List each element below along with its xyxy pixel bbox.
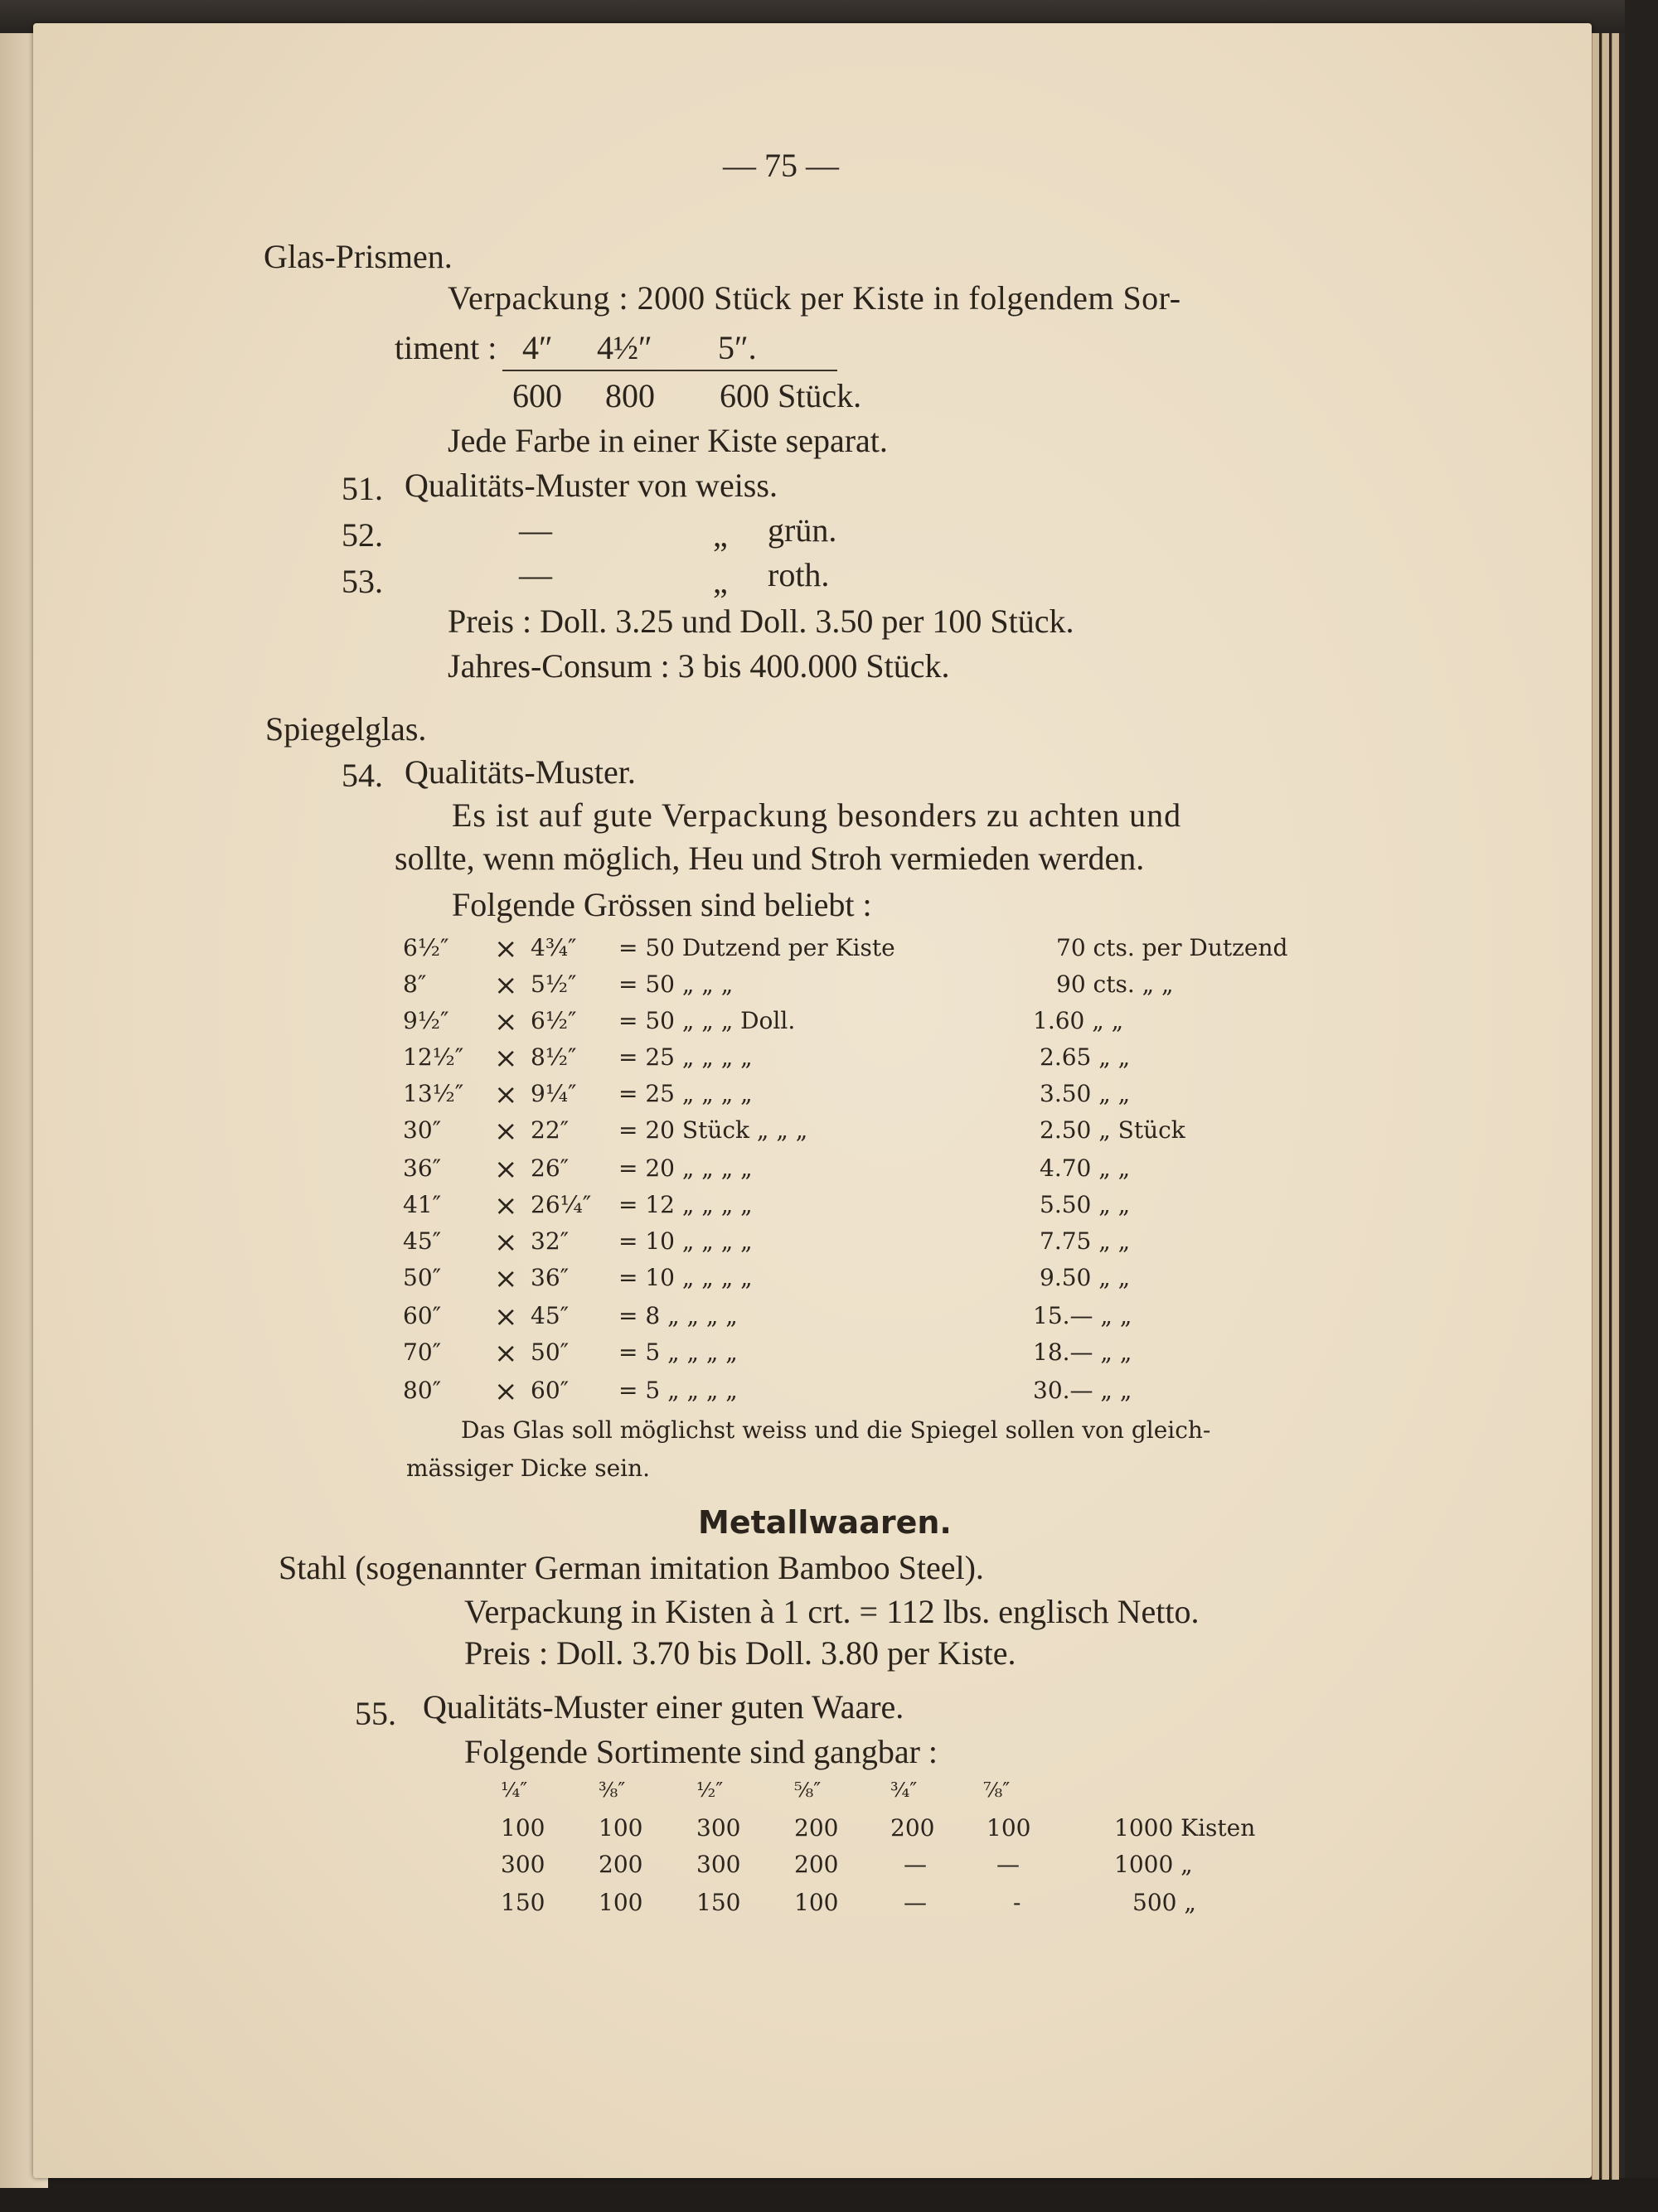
item-54-text: Qualitäts-Muster. <box>405 753 636 791</box>
steel-price-line: Preis : Doll. 3.70 bis Doll. 3.80 per Kiste. <box>464 1634 1016 1672</box>
assort-row-2-c5: — <box>904 1851 927 1878</box>
assort-row-2-total: 1000 „ <box>1114 1851 1193 1878</box>
assort-row-2-c6: — <box>996 1851 1020 1878</box>
packing-note-line1: Es ist auf gute Verpackung besonders zu achten und <box>452 796 1182 834</box>
assort-row-1-total: 1000 Kisten <box>1114 1814 1256 1842</box>
page-number: — 75 — <box>723 147 839 184</box>
size-row-1-times: × <box>494 932 518 966</box>
section-heading-metallwaaren: Metallwaaren. <box>698 1504 952 1541</box>
packing-line: Verpackung : 2000 Stück per Kiste in folgendem Sor- <box>448 279 1181 317</box>
page-stack-edge <box>1612 33 1619 2180</box>
section-heading-spiegelglas: Spiegelglas. <box>265 710 427 748</box>
size-row-6-qty: = 20 Stück „ „ „ <box>618 1116 808 1144</box>
size-row-13-width: 80″ <box>403 1377 442 1404</box>
size-row-5-qty: = 25 „ „ „ „ <box>618 1080 753 1107</box>
size-row-1-qty: = 50 Dutzend per Kiste <box>618 934 895 961</box>
count-600: 600 <box>512 377 562 414</box>
size-row-8-price: 5.50 „ „ <box>1040 1191 1131 1218</box>
size-row-11-price: 15.— „ „ <box>1033 1302 1132 1329</box>
assort-row-2-c3: 300 <box>696 1851 741 1878</box>
book-cover-bottom <box>0 2178 1658 2212</box>
size-row-4-height: 8½″ <box>531 1043 577 1071</box>
assort-row-3-c2: 100 <box>599 1889 643 1916</box>
item-52-color: grün. <box>768 511 837 549</box>
col-half-inch: ½″ <box>696 1779 724 1802</box>
item-55-number: 55. <box>355 1695 396 1732</box>
size-row-1-height: 4¾″ <box>531 934 577 961</box>
assort-row-2-c2: 200 <box>599 1851 643 1878</box>
size-row-3-times: × <box>494 1005 518 1038</box>
color-separate-line: Jede Farbe in einer Kiste separat. <box>448 422 888 459</box>
size-row-12-price: 18.— „ „ <box>1033 1338 1132 1366</box>
count-600-stueck: 600 Stück. <box>720 377 862 414</box>
size-row-8-times: × <box>494 1189 518 1222</box>
col-five-eighths-inch: ⅝″ <box>794 1779 822 1802</box>
col-quarter-inch: ¼″ <box>501 1779 528 1802</box>
size-row-2-height: 5½″ <box>531 970 577 998</box>
size-row-12-width: 70″ <box>403 1338 442 1366</box>
size-row-11-height: 45″ <box>531 1302 570 1329</box>
size-row-6-times: × <box>494 1115 518 1148</box>
size-row-4-qty: = 25 „ „ „ „ <box>618 1043 753 1071</box>
size-row-8-width: 41″ <box>403 1191 442 1218</box>
assort-row-1-c1: 100 <box>501 1814 545 1842</box>
size-row-13-times: × <box>494 1375 518 1408</box>
size-row-2-width: 8″ <box>403 970 427 998</box>
size-row-5-times: × <box>494 1078 518 1111</box>
size-row-10-qty: = 10 „ „ „ „ <box>618 1264 753 1291</box>
item-54-number: 54. <box>342 757 383 794</box>
size-row-10-width: 50″ <box>403 1264 442 1291</box>
assort-row-2-c4: 200 <box>794 1851 839 1878</box>
size-row-12-qty: = 5 „ „ „ „ <box>618 1338 738 1366</box>
section-heading-glas-prismen: Glas-Prismen. <box>264 238 453 275</box>
steel-subheading: Stahl (sogenannter German imitation Bamboo Steel). <box>279 1549 984 1586</box>
assort-row-1-c2: 100 <box>599 1814 643 1842</box>
size-row-10-height: 36″ <box>531 1264 570 1291</box>
size-row-4-times: × <box>494 1042 518 1075</box>
size-row-2-times: × <box>494 969 518 1002</box>
size-row-12-times: × <box>494 1337 518 1370</box>
size-row-9-times: × <box>494 1226 518 1259</box>
size-row-3-price: 1.60 „ „ <box>1033 1007 1124 1034</box>
size-row-2-qty: = 50 „ „ „ <box>618 970 734 998</box>
size-row-7-times: × <box>494 1153 518 1186</box>
col-seven-eighths-inch: ⅞″ <box>983 1779 1011 1802</box>
size-row-7-qty: = 20 „ „ „ „ <box>618 1154 753 1182</box>
size-row-13-height: 60″ <box>531 1377 570 1404</box>
glass-note-line1: Das Glas soll möglichst weiss und die Spiegel sollen von gleich- <box>461 1416 1211 1444</box>
item-52-number: 52. <box>342 516 383 554</box>
size-row-3-qty: = 50 „ „ „ Doll. <box>618 1007 796 1034</box>
page-stack-edge <box>1592 33 1599 2180</box>
size-row-5-width: 13½″ <box>403 1080 464 1107</box>
size-row-10-price: 9.50 „ „ <box>1040 1264 1131 1291</box>
assort-row-3-c1: 150 <box>501 1889 545 1916</box>
assort-row-1-c3: 300 <box>696 1814 741 1842</box>
price-line: Preis : Doll. 3.25 und Doll. 3.50 per 100 Stück. <box>448 603 1074 640</box>
size-row-9-height: 32″ <box>531 1227 570 1255</box>
glass-note-line2: mässiger Dicke sein. <box>406 1454 651 1482</box>
size-row-3-width: 9½″ <box>403 1007 449 1034</box>
size-4-half: 4½″ <box>597 329 652 366</box>
size-4: 4″ <box>522 329 553 366</box>
packing-note-line2: sollte, wenn möglich, Heu und Stroh vermieden werden. <box>395 840 1145 877</box>
size-row-8-qty: = 12 „ „ „ „ <box>618 1191 753 1218</box>
size-row-7-price: 4.70 „ „ <box>1040 1154 1131 1182</box>
size-row-13-price: 30.— „ „ <box>1033 1377 1132 1404</box>
size-row-3-height: 6½″ <box>531 1007 577 1034</box>
size-row-4-price: 2.65 „ „ <box>1040 1043 1131 1071</box>
size-row-4-width: 12½″ <box>403 1043 464 1071</box>
size-row-13-qty: = 5 „ „ „ „ <box>618 1377 738 1404</box>
size-row-5-height: 9¼″ <box>531 1080 577 1107</box>
size-row-5-price: 3.50 „ „ <box>1040 1080 1131 1107</box>
size-row-11-width: 60″ <box>403 1302 442 1329</box>
size-row-1-width: 6½″ <box>403 934 449 961</box>
assort-row-1-c5: 200 <box>890 1814 935 1842</box>
assort-row-3-total: 500 „ <box>1132 1889 1196 1916</box>
assort-row-1-c4: 200 <box>794 1814 839 1842</box>
consumption-line: Jahres-Consum : 3 bis 400.000 Stück. <box>448 647 950 685</box>
book-cover-right <box>1625 0 1658 2212</box>
assort-row-3-c6: - <box>1013 1889 1021 1916</box>
size-row-7-width: 36″ <box>403 1154 442 1182</box>
size-row-11-times: × <box>494 1300 518 1333</box>
size-row-12-height: 50″ <box>531 1338 570 1366</box>
size-row-2-price: 90 cts. „ „ <box>1056 970 1174 998</box>
size-row-1-price: 70 cts. per Dutzend <box>1056 934 1288 961</box>
size-row-9-price: 7.75 „ „ <box>1040 1227 1131 1255</box>
item-52-ditto: „ <box>713 516 728 554</box>
item-51-text: Qualitäts-Muster von weiss. <box>405 467 778 504</box>
page-stack-edge <box>1602 33 1609 2180</box>
assortment-rule <box>502 370 837 371</box>
item-52-dash: — <box>519 511 552 549</box>
item-53-number: 53. <box>342 563 383 600</box>
item-51-number: 51. <box>342 470 383 507</box>
assort-row-1-c6: 100 <box>987 1814 1031 1842</box>
size-row-10-times: × <box>494 1262 518 1295</box>
item-53-dash: — <box>519 556 552 593</box>
size-row-7-height: 26″ <box>531 1154 570 1182</box>
assort-row-3-c5: — <box>904 1889 927 1916</box>
assort-row-3-c4: 100 <box>794 1889 839 1916</box>
steel-packing-line: Verpackung in Kisten à 1 crt. = 112 lbs. englisch Netto. <box>464 1593 1200 1630</box>
size-row-9-width: 45″ <box>403 1227 442 1255</box>
sizes-intro: Folgende Grössen sind beliebt : <box>452 886 872 923</box>
size-row-6-width: 30″ <box>403 1116 442 1144</box>
item-53-ditto: „ <box>713 563 728 600</box>
assortment-label: timent : <box>395 329 497 366</box>
item-55-text: Qualitäts-Muster einer guten Waare. <box>423 1688 904 1726</box>
assort-row-3-c3: 150 <box>696 1889 741 1916</box>
assortment-intro: Folgende Sortimente sind gangbar : <box>464 1733 938 1770</box>
size-row-11-qty: = 8 „ „ „ „ <box>618 1302 738 1329</box>
assort-row-2-c1: 300 <box>501 1851 545 1878</box>
size-row-8-height: 26¼″ <box>531 1191 592 1218</box>
item-53-color: roth. <box>768 556 830 593</box>
count-800: 800 <box>605 377 655 414</box>
size-row-9-qty: = 10 „ „ „ „ <box>618 1227 753 1255</box>
size-row-6-height: 22″ <box>531 1116 570 1144</box>
col-three-eighths-inch: ⅜″ <box>599 1779 626 1802</box>
size-row-6-price: 2.50 „ Stück <box>1040 1116 1185 1144</box>
col-three-quarter-inch: ¾″ <box>890 1779 918 1802</box>
size-5: 5″. <box>718 329 757 366</box>
